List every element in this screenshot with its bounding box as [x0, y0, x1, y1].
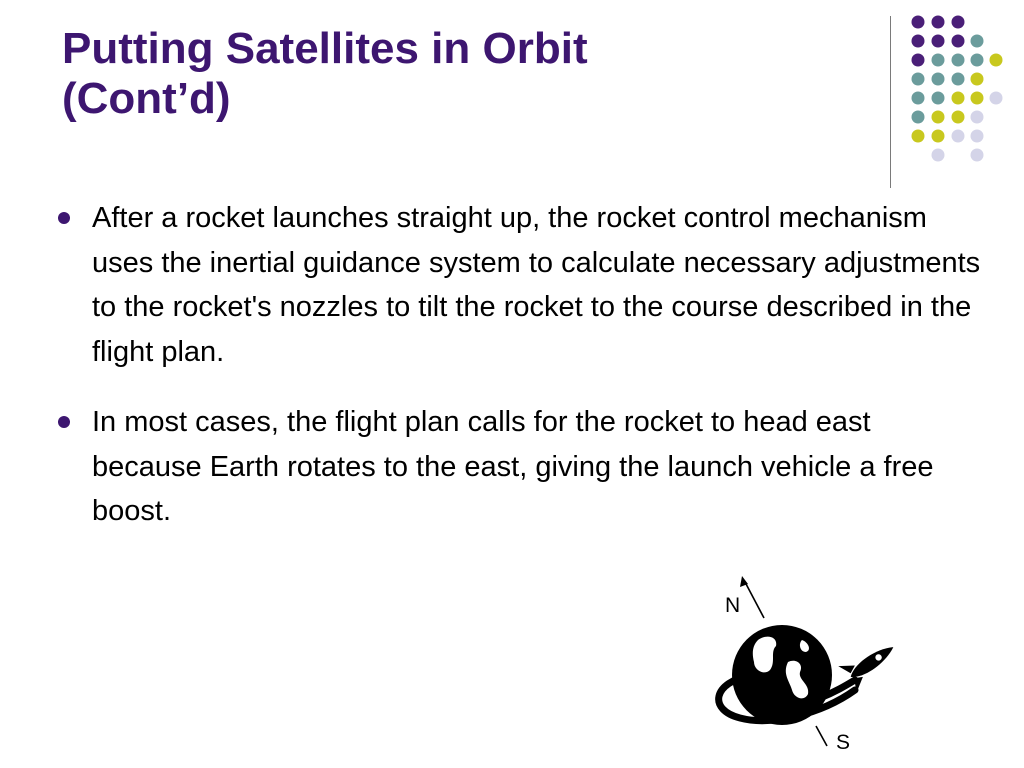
- title-line-1: Putting Satellites in Orbit: [62, 24, 588, 73]
- title-divider: [890, 16, 891, 188]
- north-arrow-icon: [740, 576, 764, 618]
- bullet-text: In most cases, the flight plan calls for the rocket to head east because Earth rotates to the east, giving the launch vehicle a free boost.: [92, 406, 934, 527]
- bullet-list: [56, 196, 986, 560]
- south-label: S: [836, 731, 851, 754]
- decorative-dot-grid: [902, 10, 1012, 170]
- title-line-2: (Cont’d): [62, 74, 231, 123]
- bullet-marker: [58, 416, 70, 428]
- slide-title: [62, 24, 862, 124]
- north-label: N: [725, 594, 741, 617]
- earth-icon: [732, 625, 832, 725]
- bullet-marker: [58, 212, 70, 224]
- bullet-item: [56, 400, 986, 534]
- bullet-item: [56, 196, 986, 374]
- south-line: [816, 726, 827, 746]
- bullet-text: After a rocket launches straight up, the rocket control mechanism uses the inertial guidance system to calculate necessary adjustments to the rocket's nozzles to tilt the rocket to the course described in the flight plan.: [92, 202, 981, 368]
